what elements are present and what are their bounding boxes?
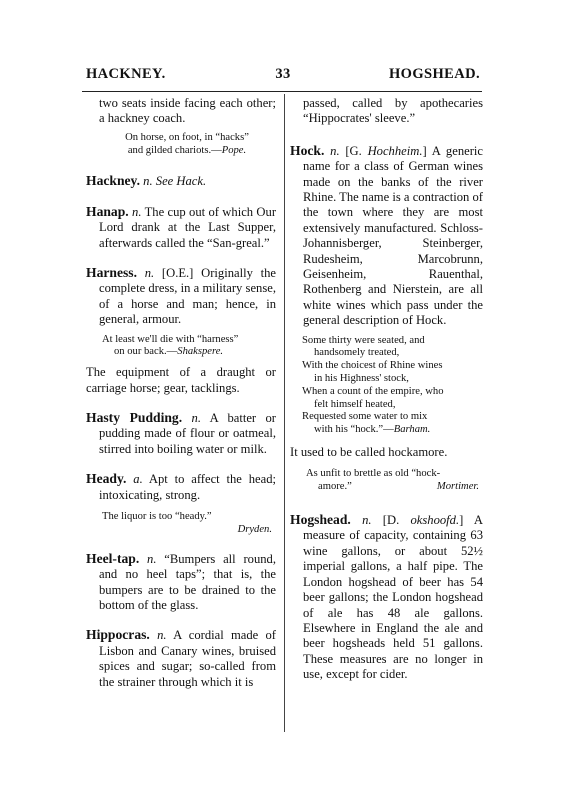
- headword: Hippocras.: [86, 627, 150, 643]
- quote-line: The liquor is too “heady.”: [102, 511, 212, 523]
- quote-line: On horse, on foot, in “hacks”: [125, 131, 249, 143]
- header-rule: [82, 91, 482, 92]
- quotation: [302, 335, 479, 437]
- quote-attribution: Barham.: [393, 424, 431, 436]
- quotation: [306, 468, 479, 494]
- entry-body: [86, 173, 276, 189]
- entry-hock: [290, 143, 483, 494]
- quote-line: When a count of the empire, who: [302, 385, 444, 397]
- definition: A batter or pudding made of flour or oatmeal, stirred into boiling water or milk.: [99, 411, 276, 456]
- etymology: [345, 144, 426, 158]
- quote-line: handsomely treated,: [314, 347, 400, 359]
- entry-body: [290, 512, 483, 682]
- quote-line: [302, 424, 479, 437]
- definition: The cup out of which Our Lord drank at the Last Supper, afterwards called the “San-greal.”: [99, 204, 277, 250]
- entry-heel-tap: [86, 551, 276, 614]
- etymology: [O.E.]: [161, 266, 194, 281]
- entry-hippocras: [86, 627, 276, 690]
- entry-hanap: [86, 204, 276, 251]
- quotation: [102, 511, 272, 537]
- headword: Harness.: [86, 265, 137, 281]
- etymology-word: Hochheim.: [367, 143, 423, 158]
- entry-harness: [86, 265, 276, 396]
- definition: Apt to affect the head; intoxicating, strong.: [99, 472, 276, 502]
- headword: Hogshead.: [290, 512, 351, 528]
- quote-text: and gilded chariots.—: [127, 144, 222, 156]
- part-of-speech: n.: [144, 266, 155, 281]
- left-column: [86, 96, 276, 690]
- page-number: 33: [275, 66, 291, 82]
- entry-body: [86, 627, 276, 690]
- etymology-close: ]: [459, 513, 464, 528]
- quote-attribution: Mortimer.: [436, 481, 479, 493]
- headword: Heady.: [86, 471, 127, 487]
- header-left-word: HACKNEY.: [86, 66, 166, 82]
- continuation-text: passed, called by apothecaries “Hippocrates' sleeve.”: [303, 96, 483, 126]
- quotation: [102, 334, 272, 360]
- part-of-speech: n.: [191, 411, 201, 426]
- column-divider: [284, 94, 285, 732]
- headword: Hock.: [290, 142, 325, 158]
- entry-body: [86, 551, 276, 614]
- quote-line: felt himself heated,: [314, 398, 396, 410]
- quote-line: [102, 346, 272, 359]
- continuation-text: two seats inside facing each other; a hackney coach.: [99, 96, 276, 126]
- entry-hogshead: [290, 512, 483, 682]
- entry-body: [86, 471, 276, 503]
- part-of-speech: n.: [143, 174, 153, 189]
- entry-body: [86, 410, 276, 457]
- quote-line: As unfit to brettle as old “hock-: [306, 468, 441, 480]
- quotation: [102, 132, 272, 158]
- right-column: [290, 96, 483, 697]
- quote-line: [306, 481, 479, 494]
- quote-line: Some thirty were seated, and: [302, 334, 425, 346]
- part-of-speech: a.: [133, 472, 143, 487]
- entry-body: [86, 265, 276, 328]
- definition: “Bumpers all round, and no heel taps”; that is, the bumpers are to be drained to the bottom of the glass.: [99, 551, 276, 612]
- entry-hasty-pudding: [86, 410, 276, 457]
- etymology-close: ]: [422, 143, 427, 158]
- running-header: [86, 66, 480, 88]
- part-of-speech: n.: [132, 204, 142, 219]
- part-of-speech: n.: [362, 513, 372, 528]
- etymology: [383, 513, 464, 527]
- entry-body: [86, 204, 276, 251]
- part-of-speech: n.: [157, 628, 167, 643]
- definition: A measure of capacity, containing 63 wine gallons, or about 52½ imperial gallons, a half pipe. The London hogshead of beer has 54 beer gallons; the London hogshead of ale has 48 ale gallons. Elsewhere in England the ale and beer hogsheads held 51 gallons. These measures are no longer in use, except for cider.: [303, 513, 483, 682]
- quote-attribution: Dryden.: [237, 523, 272, 535]
- definition-2: The equipment of a draught or carriage horse; gear, tacklings.: [86, 365, 276, 395]
- definition: See Hack.: [155, 174, 207, 189]
- definition: A cordial made of Lisbon and Canary wines, bruised spices and sugar; so-called from the strainer through which it is: [99, 628, 276, 689]
- header-right-word: HOGSHEAD.: [388, 66, 480, 82]
- headword: Hackney.: [86, 173, 141, 189]
- etymology-open: [G.: [345, 143, 362, 158]
- definition-2: It used to be called hockamore.: [290, 445, 448, 460]
- quote-text: amore.”: [318, 481, 352, 493]
- quote-line: At least we'll die with “harness”: [102, 333, 239, 345]
- entry-continuation-right: [290, 96, 483, 127]
- part-of-speech: n.: [330, 143, 340, 158]
- part-of-speech: n.: [147, 551, 157, 566]
- etymology-word: okshoofd.: [410, 513, 460, 528]
- entry-heady: [86, 471, 276, 536]
- quote-line: With the choicest of Rhine wines: [302, 360, 443, 372]
- quote-attribution: Pope.: [221, 144, 247, 156]
- entry-continuation-left: [86, 96, 276, 157]
- headword: Hasty Pudding.: [86, 410, 183, 426]
- quote-attribution: Shakspere.: [177, 346, 224, 358]
- definition: A generic name for a class of German wines made on the banks of the river Rhine. The name is a contraction of the town where they are most extensively manufactured. Schloss-Johannisberger, Steinberger, Rudesheim, Marcobrunn, Geisenheim, Rauenthal, Rothenberg and Nierstein, are all white wines which pass under the general description of Hock.: [303, 143, 483, 328]
- quote-line: Requested some water to mix: [302, 411, 428, 423]
- headword: Hanap.: [86, 203, 129, 219]
- entry-body: [290, 143, 483, 329]
- headword: Heel-tap.: [86, 550, 140, 566]
- quote-line: [102, 145, 272, 158]
- quote-text: with his “hock.”—: [314, 424, 394, 436]
- quote-line: in his Highness' stock,: [314, 373, 409, 385]
- definition: Originally the complete dress, in a military sense, of a horse and man; hence, in general, armour.: [99, 266, 276, 327]
- etymology-open: [D.: [382, 513, 400, 528]
- entry-hackney: [86, 173, 276, 189]
- quote-text: on our back.—: [114, 346, 178, 358]
